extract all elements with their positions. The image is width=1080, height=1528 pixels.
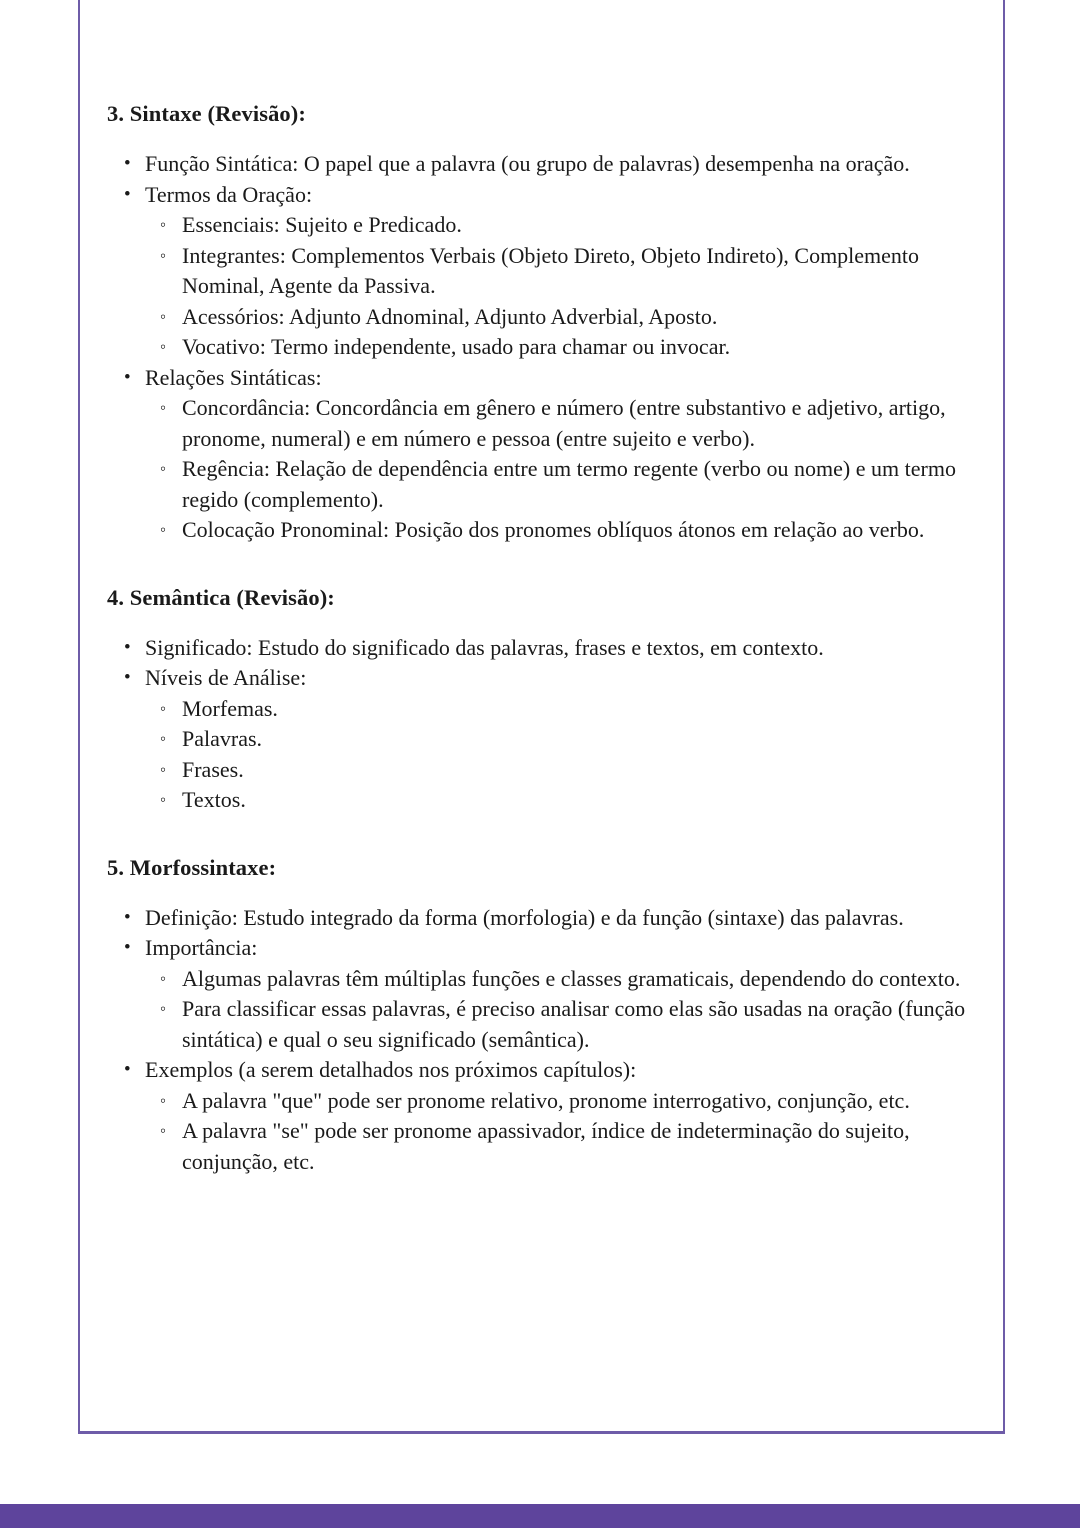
list-item xyxy=(107,933,967,1055)
list-item xyxy=(107,363,967,546)
sub-list-item-text: A palavra "se" pode ser pronome apassivador, índice de indeterminação do sujeito, conjunção, etc. xyxy=(182,1118,910,1174)
list-item-text: Termos da Oração: xyxy=(145,181,313,207)
footer-purple-band xyxy=(0,1504,1080,1528)
sub-list-item xyxy=(145,393,967,454)
sub-list-item-text: Morfemas. xyxy=(182,695,278,721)
bullet-list-level-2 xyxy=(145,393,967,546)
list-item-text: Função Sintática: O papel que a palavra (ou grupo de palavras) desempenha na oração. xyxy=(145,151,910,177)
sub-list-item xyxy=(145,755,967,786)
sub-list-item-text: Algumas palavras têm múltiplas funções e classes gramaticais, dependendo do contexto. xyxy=(182,965,961,991)
bullet-list-level-2 xyxy=(145,1086,967,1178)
bullet-list-level-1 xyxy=(107,149,967,546)
sub-list-item xyxy=(145,515,967,546)
sub-list-item-text: Vocativo: Termo independente, usado para chamar ou invocar. xyxy=(182,334,731,360)
sub-list-item xyxy=(145,994,967,1055)
list-item xyxy=(107,633,967,664)
section-block xyxy=(107,854,967,1178)
bullet-list-level-2 xyxy=(145,964,967,1056)
sub-list-item-text: Colocação Pronominal: Posição dos pronomes oblíquos átonos em relação ao verbo. xyxy=(182,517,925,543)
sub-list-item xyxy=(145,302,967,333)
sub-list-item-text: Essenciais: Sujeito e Predicado. xyxy=(182,212,462,238)
sub-list-item-text: Para classificar essas palavras, é preciso analisar como elas são usadas na oração (função sintática) e qual o seu significado (semântica). xyxy=(182,996,966,1052)
sub-list-item xyxy=(145,1116,967,1177)
section-block xyxy=(107,584,967,816)
list-item xyxy=(107,180,967,363)
sub-list-item xyxy=(145,210,967,241)
sub-list-item xyxy=(145,454,967,515)
sub-list-item-text: Palavras. xyxy=(182,726,263,752)
section-heading: 5. Morfossintaxe: xyxy=(107,854,277,880)
section-block xyxy=(107,100,967,546)
list-item-text: Níveis de Análise: xyxy=(145,665,307,691)
sub-list-item-text: A palavra "que" pode ser pronome relativo, pronome interrogativo, conjunção, etc. xyxy=(182,1087,910,1113)
sub-list-item-text: Integrantes: Complementos Verbais (Objeto Direto, Objeto Indireto), Complemento Nominal, Agente da Passiva. xyxy=(182,242,920,299)
sub-list-item-text: Regência: Relação de dependência entre um termo regente (verbo ou nome) e um termo regido (complemento). xyxy=(182,456,956,512)
sub-list-item-text: Concordância: Concordância em gênero e número (entre substantivo e adjetivo, artigo, pronome, numeral) e em número e pessoa (entre sujeito e verbo). xyxy=(182,395,946,451)
document-content xyxy=(107,100,967,1177)
sub-list-item xyxy=(145,964,967,995)
sub-list-item-text: Textos. xyxy=(182,787,246,813)
section-heading: 4. Semântica (Revisão): xyxy=(107,584,335,610)
list-item xyxy=(107,1055,967,1177)
section-heading: 3. Sintaxe (Revisão): xyxy=(107,101,306,126)
sub-list-item xyxy=(145,241,967,302)
list-item xyxy=(107,903,967,934)
sub-list-item xyxy=(145,694,967,725)
sub-list-item xyxy=(145,785,967,816)
list-item-text: Exemplos (a serem detalhados nos próximos capítulos): xyxy=(145,1057,637,1083)
list-item-text: Significado: Estudo do significado das palavras, frases e textos, em contexto. xyxy=(145,634,824,660)
list-item-text: Definição: Estudo integrado da forma (morfologia) e da função (sintaxe) das palavras. xyxy=(145,904,904,930)
bullet-list-level-2 xyxy=(145,210,967,363)
list-item xyxy=(107,149,967,180)
sub-list-item xyxy=(145,332,967,363)
sub-list-item xyxy=(145,1086,967,1117)
sub-list-item-text: Frases. xyxy=(182,756,244,782)
list-item xyxy=(107,663,967,816)
sub-list-item xyxy=(145,724,967,755)
list-item-text: Relações Sintáticas: xyxy=(145,364,322,390)
list-item-text: Importância: xyxy=(145,935,258,961)
bullet-list-level-1 xyxy=(107,633,967,816)
bullet-list-level-2 xyxy=(145,694,967,816)
sub-list-item-text: Acessórios: Adjunto Adnominal, Adjunto Adverbial, Aposto. xyxy=(182,303,718,329)
bullet-list-level-1 xyxy=(107,903,967,1178)
